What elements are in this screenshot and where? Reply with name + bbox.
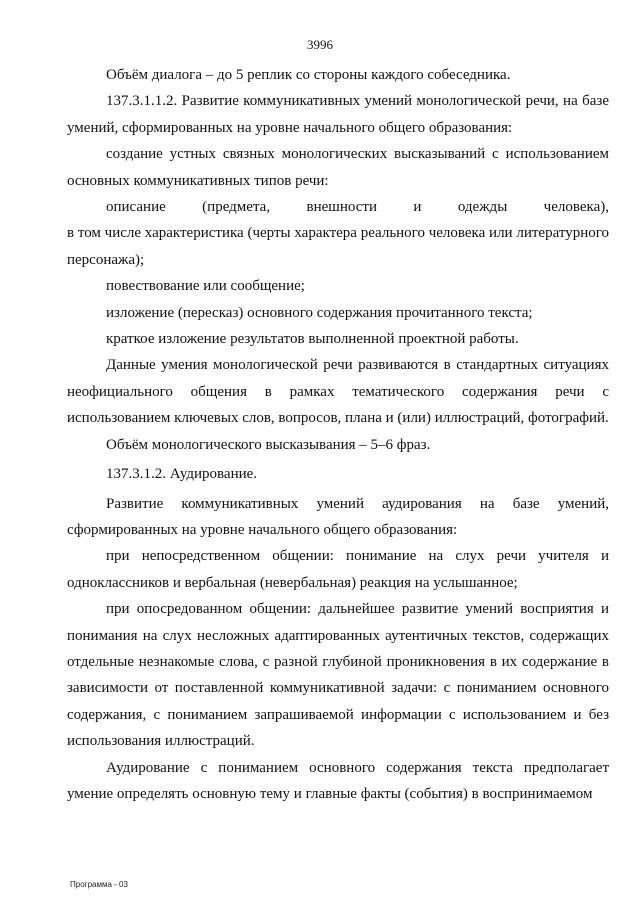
document-body — [67, 62, 609, 807]
paragraph-listening-main-content: Аудирование с пониманием основного содержания текста предполагает умение определять основную тему и главные факты (события) в воспринимаемом — [67, 759, 609, 802]
section-heading-listening: 137.3.1.2. Аудирование. — [106, 466, 258, 483]
paragraph-monologue-heading: 137.3.1.1.2. Развитие коммуникативных умений монологической речи, на базе умений, сформированных на уровне начального общего образования: — [67, 93, 609, 136]
paragraph-characteristic: в том числе характеристика (черты характера реального человека или литературного персонажа); — [67, 225, 609, 268]
page-number: 3996 — [307, 37, 333, 52]
paragraph-monologue-creation: создание устных связных монологических высказываний с использованием основных коммуникативных типов речи: — [67, 146, 609, 189]
paragraph-listening-development: Развитие коммуникативных умений аудирования на базе умений, сформированных на уровне начального общего образования: — [67, 495, 609, 538]
footer-program-label: Программа - 03 — [70, 880, 128, 889]
paragraph-direct-communication: при непосредственном общении: понимание на слух речи учителя и одноклассников и вербальная (невербальная) реакция на услышанное; — [67, 548, 609, 591]
paragraph-monologue-situations: Данные умения монологической речи развиваются в стандартных ситуациях неофициального общения в рамках тематического содержания речи с использованием ключевых слов, вопросов, плана и (или) иллюстраций, фотографий. — [67, 357, 609, 427]
list-item-retelling: изложение (пересказ) основного содержания прочитанного текста; — [106, 304, 533, 321]
list-item-narration: повествование или сообщение; — [106, 278, 305, 295]
paragraph-dialogue-volume: Объём диалога – до 5 реплик со стороны каждого собеседника. — [106, 67, 511, 83]
paragraph-monologue-volume: Объём монологического высказывания – 5–6 фраз. — [106, 436, 431, 453]
list-item-project-summary: краткое изложение результатов выполненной проектной работы. — [106, 331, 519, 348]
list-item-description: описание (предмета, внешности и одежды человека), — [106, 199, 609, 216]
paragraph-indirect-communication: при опосредованном общении: дальнейшее развитие умений восприятия и понимания на слух несложных адаптированных аутентичных текстов, содержащих отдельные незнакомые слова, с разной глубиной проникновения в их содержание в зависимости от поставленной коммуникативной задачи: с пониманием основного содержания, с пониманием запрашиваемой информации с использованием и без использования иллюстраций. — [67, 601, 609, 750]
